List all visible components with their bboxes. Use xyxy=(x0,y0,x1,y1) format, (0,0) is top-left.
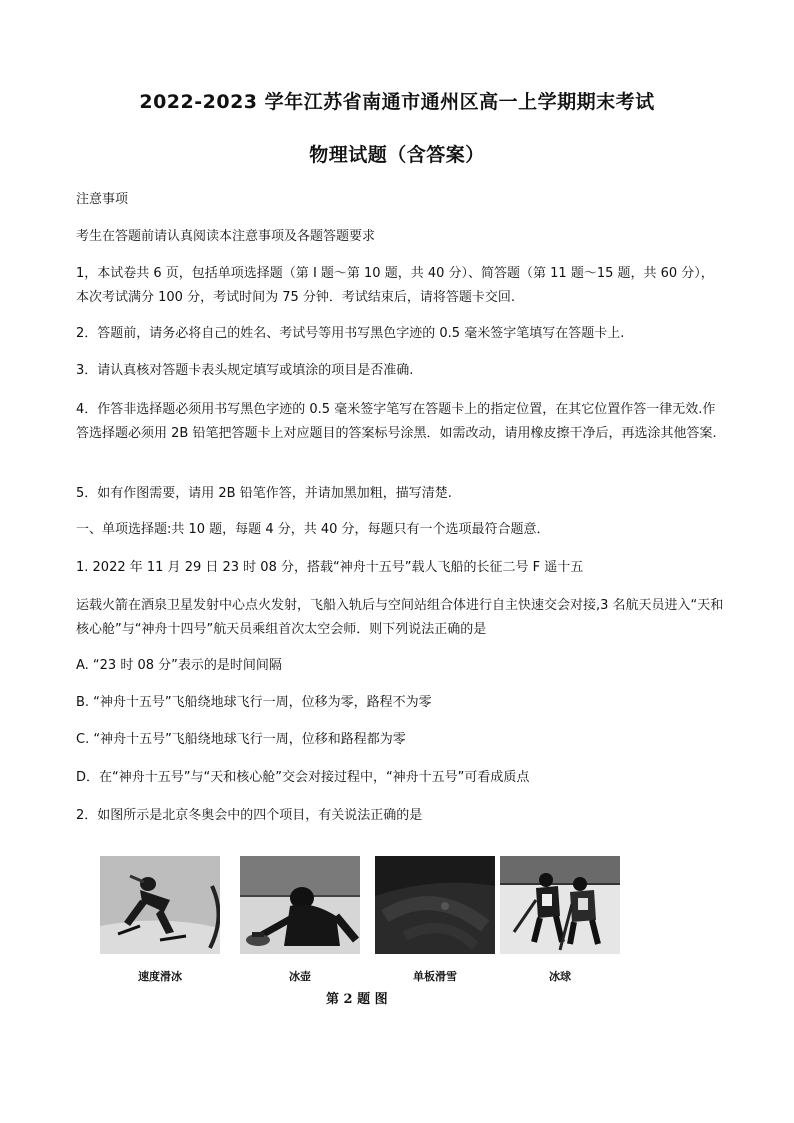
document-title: 2022-2023 学年江苏省南通市通州区高一上学期期末考试 xyxy=(139,91,655,113)
question-1-option-b: B. “神舟十五号”飞船绕地球飞行一周，位移为零，路程不为零 xyxy=(76,695,432,710)
curling-photo xyxy=(240,856,360,954)
question-1-option-c: C. “神舟十五号”飞船绕地球飞行一周，位移和路程都为零 xyxy=(76,732,406,747)
ice-hockey-photo xyxy=(500,856,620,954)
section-heading: 一、单项选择题:共 10 题，每题 4 分，共 40 分，每题只有一个选项最符合题意． xyxy=(76,522,550,537)
caption-snowboard: 单板滑雪 xyxy=(413,970,457,983)
figure-title: 第 2 题 图 xyxy=(326,992,388,1007)
caption-speed-skating: 速度滑冰 xyxy=(138,970,182,983)
question-1-option-d: D．在“神舟十五号”与“天和核心舱”交会对接过程中，“神舟十五号”可看成质点 xyxy=(76,770,530,785)
document-subtitle: 物理试题（含答案） xyxy=(309,144,485,166)
notes-intro: 考生在答题前请认真阅读本注意事项及各题答题要求 xyxy=(76,229,376,244)
note-item-2: 2．答题前，请务必将自己的姓名、考试号等用书写黑色字迹的 0.5 毫米签字笔填写在答题卡上. xyxy=(76,326,625,341)
caption-ice-hockey: 冰球 xyxy=(549,970,571,983)
question-2-stem: 2．如图所示是北京冬奥会中的四个项目，有关说法正确的是 xyxy=(76,808,423,823)
caption-curling: 冰壶 xyxy=(289,970,311,983)
note-item-1: 1，本试卷共 6 页，包括单项选择题（第 I 题～第 10 题，共 40 分）、简答题（第 11 题～15 题，共 60 分），本次考试满分 100 分，考试时间为 75 分钟．考试结束后，请将答题卡交回. xyxy=(76,266,714,305)
snowboard-photo xyxy=(375,856,495,954)
speed-skating-photo xyxy=(100,856,220,954)
question-1-stem-line1: 1. 2022 年 11 月 29 日 23 时 08 分，搭载“神舟十五号”载人飞船的长征二号 F 遥十五 xyxy=(76,560,584,575)
question-2-figure xyxy=(96,850,620,1010)
note-item-3: 3．请认真核对答题卡表头规定填写或填涂的项目是否准确. xyxy=(76,363,414,378)
note-item-4: 4．作答非选择题必须用书写黑色字迹的 0.5 毫米签字笔写在答题卡上的指定位置，在其它位置作答一律无效.作答选择题必须用 2B 铅笔把答题卡上对应题目的答案标号涂黑．如需改动，请用橡皮擦干净后，再选涂其他答案. xyxy=(76,402,717,441)
question-1-stem-line2: 运载火箭在酒泉卫星发射中心点火发射，飞船入轨后与空间站组合体进行自主快速交会对接,3 名航天员进入“天和核心舱”与“神舟十四号”航天员乘组首次太空会师．则下列说法正确的是 xyxy=(76,598,724,637)
notes-heading: 注意事项 xyxy=(76,192,129,207)
question-1-option-a: A. “23 时 08 分”表示的是时间间隔 xyxy=(76,658,282,673)
note-item-5: 5．如有作图需要，请用 2B 铅笔作答，并请加黑加粗，描写清楚. xyxy=(76,486,452,501)
